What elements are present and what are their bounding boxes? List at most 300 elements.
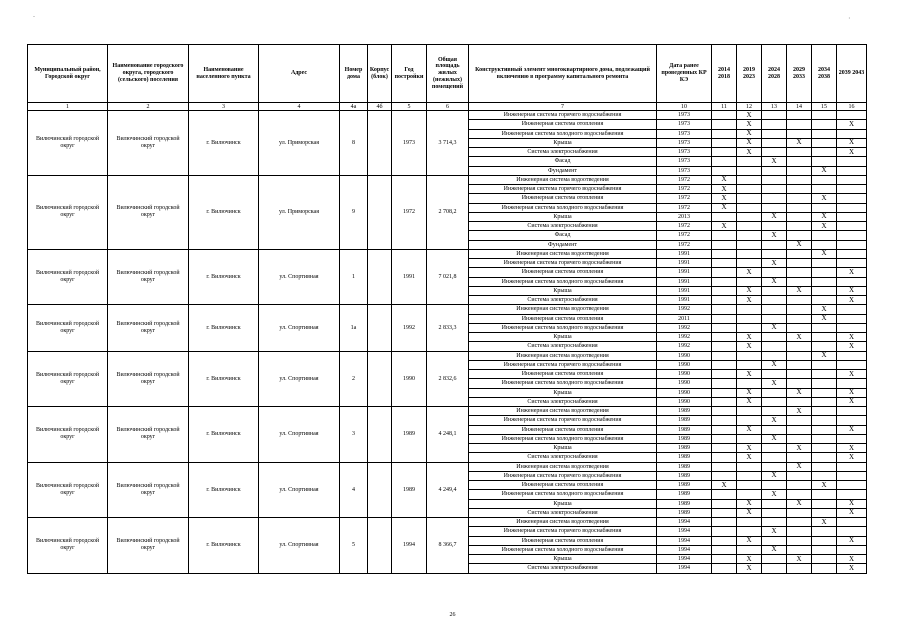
column-number: 5 (392, 103, 427, 111)
period-mark-cell (762, 462, 787, 471)
period-mark-cell (787, 296, 812, 305)
period-mark-cell (812, 333, 837, 342)
period-mark-cell (787, 120, 812, 129)
period-mark-cell (787, 351, 812, 360)
column-number: 14 (787, 103, 812, 111)
table-row (28, 462, 867, 471)
build-year-cell: 1991 (392, 249, 427, 305)
period-mark-cell (712, 508, 737, 517)
period-mark-cell (712, 453, 737, 462)
period-mark-cell: X (737, 453, 762, 462)
period-mark-cell (762, 370, 787, 379)
period-mark-cell (787, 508, 812, 517)
period-mark-cell (812, 545, 837, 554)
column-number: 16 (837, 103, 867, 111)
period-mark-cell (712, 286, 737, 295)
period-mark-cell (712, 305, 737, 314)
period-mark-cell (737, 416, 762, 425)
period-mark-cell (812, 120, 837, 129)
element-cell: Инженерная система холодного водоснабжения (469, 434, 657, 443)
period-mark-cell (787, 203, 812, 212)
period-mark-cell (737, 277, 762, 286)
period-mark-cell (837, 277, 867, 286)
column-number: 3 (189, 103, 259, 111)
period-mark-cell: X (837, 138, 867, 147)
house-number-cell: 8 (340, 111, 368, 176)
period-mark-cell: X (812, 518, 837, 527)
period-mark-cell (812, 129, 837, 138)
period-mark-cell: X (762, 545, 787, 554)
period-mark-cell (762, 564, 787, 573)
address-cell: ул. Спортивная (259, 462, 340, 518)
element-cell: Инженерная система холодного водоснабжения (469, 545, 657, 554)
period-mark-cell (737, 166, 762, 175)
period-mark-cell (837, 259, 867, 268)
period-mark-cell: X (762, 231, 787, 240)
period-mark-cell: X (787, 499, 812, 508)
period-mark-cell: X (737, 148, 762, 157)
period-mark-cell (787, 175, 812, 184)
period-mark-cell (787, 148, 812, 157)
period-mark-cell (762, 240, 787, 249)
locality-cell: г. Вилючинск (189, 407, 259, 463)
table-row (28, 175, 867, 184)
period-mark-cell (762, 453, 787, 462)
period-mark-cell (787, 360, 812, 369)
period-mark-cell (762, 249, 787, 258)
period-mark-cell (837, 434, 867, 443)
period-mark-cell (837, 203, 867, 212)
period-mark-cell (737, 518, 762, 527)
address-cell: ул. Спортивная (259, 351, 340, 407)
period-mark-cell: X (837, 268, 867, 277)
period-mark-cell: X (762, 416, 787, 425)
period-mark-cell (712, 212, 737, 221)
locality-cell: г. Вилючинск (189, 351, 259, 407)
period-mark-cell: X (837, 555, 867, 564)
period-mark-cell (762, 388, 787, 397)
period-mark-cell (812, 490, 837, 499)
table-row (28, 518, 867, 527)
period-mark-cell: X (837, 536, 867, 545)
period-mark-cell: X (712, 203, 737, 212)
period-mark-cell (712, 444, 737, 453)
element-cell: Фасад (469, 231, 657, 240)
header-row (28, 45, 867, 103)
period-mark-cell: X (837, 397, 867, 406)
locality-cell: г. Вилючинск (189, 249, 259, 305)
district-cell: Вилючинский городской округ (28, 462, 108, 518)
period-mark-cell: X (787, 240, 812, 249)
period-mark-cell (837, 249, 867, 258)
period-mark-cell (712, 434, 737, 443)
period-mark-cell: X (762, 490, 787, 499)
period-mark-cell: X (737, 499, 762, 508)
period-mark-cell: X (762, 434, 787, 443)
page-number: 26 (449, 612, 456, 618)
period-mark-cell (762, 305, 787, 314)
period-mark-cell (837, 379, 867, 388)
build-year-cell: 1973 (392, 111, 427, 176)
period-mark-cell (837, 323, 867, 332)
period-mark-cell (712, 360, 737, 369)
table-row (28, 249, 867, 258)
period-mark-cell: X (812, 194, 837, 203)
period-mark-cell (812, 407, 837, 416)
period-mark-cell: X (737, 111, 762, 120)
block-cell (368, 407, 392, 463)
period-mark-cell (787, 185, 812, 194)
period-mark-cell (812, 471, 837, 480)
period-mark-cell: X (737, 286, 762, 295)
period-mark-cell: X (837, 425, 867, 434)
prev-repair-date-cell: 1989 (657, 508, 712, 517)
period-mark-cell (737, 194, 762, 203)
prev-repair-date-cell: 1973 (657, 166, 712, 175)
locality-cell: г. Вилючинск (189, 462, 259, 518)
period-mark-cell (812, 175, 837, 184)
block-cell (368, 249, 392, 305)
column-number: 15 (812, 103, 837, 111)
period-mark-cell: X (812, 212, 837, 221)
district-cell: Вилючинский городской округ (28, 407, 108, 463)
period-mark-cell (712, 240, 737, 249)
period-mark-cell: X (837, 499, 867, 508)
col-header-period-2019: 2019 2023 (737, 45, 762, 103)
period-mark-cell (737, 222, 762, 231)
period-mark-cell (837, 471, 867, 480)
prev-repair-date-cell: 1992 (657, 333, 712, 342)
period-mark-cell: X (837, 296, 867, 305)
period-mark-cell (837, 407, 867, 416)
element-cell: Инженерная система горячего водоснабжения (469, 416, 657, 425)
period-mark-cell (812, 536, 837, 545)
column-number-row (28, 103, 867, 111)
period-mark-cell (737, 462, 762, 471)
col-header-district: Муниципальный район, Городской округ (28, 45, 108, 103)
col-header-address: Адрес (259, 45, 340, 103)
house-number-cell: 1 (340, 249, 368, 305)
period-mark-cell (737, 490, 762, 499)
prev-repair-date-cell: 1991 (657, 268, 712, 277)
element-cell: Инженерная система горячего водоснабжения (469, 360, 657, 369)
period-mark-cell (712, 314, 737, 323)
prev-repair-date-cell: 1989 (657, 499, 712, 508)
period-mark-cell (787, 481, 812, 490)
period-mark-cell: X (737, 536, 762, 545)
element-cell: Инженерная система водоотведения (469, 518, 657, 527)
period-mark-cell (812, 203, 837, 212)
period-mark-cell (812, 323, 837, 332)
scan-speck: . (33, 10, 35, 19)
period-mark-cell: X (737, 296, 762, 305)
address-cell: ул. Спортивная (259, 407, 340, 463)
block-cell (368, 351, 392, 407)
prev-repair-date-cell: 1989 (657, 407, 712, 416)
period-mark-cell (787, 259, 812, 268)
area-cell: 7 021,8 (427, 249, 469, 305)
build-year-cell: 1994 (392, 518, 427, 574)
prev-repair-date-cell: 1989 (657, 425, 712, 434)
element-cell: Инженерная система отопления (469, 370, 657, 379)
house-number-cell: 3 (340, 407, 368, 463)
period-mark-cell (787, 323, 812, 332)
period-mark-cell (812, 240, 837, 249)
district-cell: Вилючинский городской округ (28, 351, 108, 407)
period-mark-cell: X (837, 148, 867, 157)
prev-repair-date-cell: 1973 (657, 120, 712, 129)
period-mark-cell: X (837, 508, 867, 517)
period-mark-cell (712, 138, 737, 147)
period-mark-cell (762, 444, 787, 453)
prev-repair-date-cell: 1994 (657, 527, 712, 536)
element-cell: Крыша (469, 286, 657, 295)
period-mark-cell (787, 471, 812, 480)
element-cell: Инженерная система холодного водоснабжения (469, 277, 657, 286)
prev-repair-date-cell: 1994 (657, 536, 712, 545)
period-mark-cell (712, 416, 737, 425)
column-number: 12 (737, 103, 762, 111)
period-mark-cell (812, 388, 837, 397)
period-mark-cell (762, 333, 787, 342)
period-mark-cell (812, 286, 837, 295)
settlement-cell: Вилючинский городской округ (108, 249, 189, 305)
period-mark-cell: X (762, 277, 787, 286)
col-header-period-2034: 2034 2038 (812, 45, 837, 103)
period-mark-cell (762, 148, 787, 157)
period-mark-cell (837, 462, 867, 471)
column-number: 4а (340, 103, 368, 111)
period-mark-cell: X (812, 222, 837, 231)
period-mark-cell (812, 370, 837, 379)
period-mark-cell (812, 397, 837, 406)
period-mark-cell (712, 120, 737, 129)
district-cell: Вилючинский городской округ (28, 305, 108, 351)
prev-repair-date-cell: 1989 (657, 453, 712, 462)
table-row (28, 111, 867, 120)
element-cell: Система электроснабжения (469, 453, 657, 462)
district-cell: Вилючинский городской округ (28, 518, 108, 574)
element-cell: Система электроснабжения (469, 222, 657, 231)
period-mark-cell (837, 351, 867, 360)
period-mark-cell (787, 157, 812, 166)
period-mark-cell: X (737, 120, 762, 129)
period-mark-cell (712, 370, 737, 379)
scan-speck: · (848, 14, 851, 23)
house-number-cell: 2 (340, 351, 368, 407)
period-mark-cell (762, 536, 787, 545)
period-mark-cell (712, 249, 737, 258)
element-cell: Инженерная система водоотведения (469, 249, 657, 258)
period-mark-cell (812, 185, 837, 194)
period-mark-cell (737, 157, 762, 166)
element-cell: Крыша (469, 138, 657, 147)
block-cell (368, 305, 392, 351)
address-cell: ул. Спортивная (259, 249, 340, 305)
locality-cell: г. Вилючинск (189, 518, 259, 574)
block-cell (368, 462, 392, 518)
house-number-cell: 9 (340, 175, 368, 249)
element-cell: Крыша (469, 388, 657, 397)
element-cell: Инженерная система холодного водоснабжения (469, 379, 657, 388)
period-mark-cell: X (737, 555, 762, 564)
period-mark-cell: X (762, 212, 787, 221)
period-mark-cell: X (712, 194, 737, 203)
period-mark-cell (737, 231, 762, 240)
period-mark-cell (787, 111, 812, 120)
prev-repair-date-cell: 1973 (657, 129, 712, 138)
period-mark-cell: X (837, 453, 867, 462)
period-mark-cell (762, 351, 787, 360)
prev-repair-date-cell: 1973 (657, 138, 712, 147)
column-number: 11 (712, 103, 737, 111)
house-number-cell: 4 (340, 462, 368, 518)
period-mark-cell (737, 351, 762, 360)
address-cell: ул. Приморская (259, 111, 340, 176)
period-mark-cell (762, 175, 787, 184)
build-year-cell: 1989 (392, 462, 427, 518)
period-mark-cell (787, 545, 812, 554)
period-mark-cell (762, 407, 787, 416)
period-mark-cell (712, 425, 737, 434)
period-mark-cell (787, 129, 812, 138)
period-mark-cell (812, 508, 837, 517)
period-mark-cell (812, 111, 837, 120)
prev-repair-date-cell: 1989 (657, 416, 712, 425)
period-mark-cell (787, 527, 812, 536)
period-mark-cell (712, 268, 737, 277)
element-cell: Инженерная система горячего водоснабжения (469, 111, 657, 120)
period-mark-cell (737, 240, 762, 249)
element-cell: Крыша (469, 444, 657, 453)
period-mark-cell (812, 268, 837, 277)
period-mark-cell (712, 536, 737, 545)
table-row (28, 407, 867, 416)
element-cell: Инженерная система водоотведения (469, 351, 657, 360)
prev-repair-date-cell: 1994 (657, 555, 712, 564)
period-mark-cell: X (737, 564, 762, 573)
period-mark-cell (787, 490, 812, 499)
period-mark-cell (812, 555, 837, 564)
column-number: 10 (657, 103, 712, 111)
settlement-cell: Вилючинский городской округ (108, 111, 189, 176)
period-mark-cell (787, 536, 812, 545)
period-mark-cell (737, 212, 762, 221)
period-mark-cell: X (812, 481, 837, 490)
period-mark-cell: X (712, 175, 737, 184)
prev-repair-date-cell: 1989 (657, 490, 712, 499)
period-mark-cell (837, 240, 867, 249)
period-mark-cell: X (837, 286, 867, 295)
col-header-period-2014: 2014 2018 (712, 45, 737, 103)
settlement-cell: Вилючинский городской округ (108, 518, 189, 574)
prev-repair-date-cell: 1990 (657, 360, 712, 369)
period-mark-cell: X (787, 444, 812, 453)
period-mark-cell (737, 323, 762, 332)
period-mark-cell (737, 407, 762, 416)
period-mark-cell: X (812, 166, 837, 175)
prev-repair-date-cell: 2011 (657, 314, 712, 323)
col-header-block: Корпус (блок) (368, 45, 392, 103)
period-mark-cell (737, 259, 762, 268)
element-cell: Инженерная система отопления (469, 425, 657, 434)
element-cell: Инженерная система отопления (469, 268, 657, 277)
element-cell: Фундамент (469, 166, 657, 175)
element-cell: Система электроснабжения (469, 397, 657, 406)
period-mark-cell (712, 527, 737, 536)
period-mark-cell (712, 518, 737, 527)
period-mark-cell: X (837, 120, 867, 129)
period-mark-cell (787, 166, 812, 175)
period-mark-cell: X (837, 388, 867, 397)
period-mark-cell: X (712, 481, 737, 490)
period-mark-cell: X (737, 425, 762, 434)
settlement-cell: Вилючинский городской округ (108, 462, 189, 518)
period-mark-cell (762, 342, 787, 351)
element-cell: Инженерная система водоотведения (469, 407, 657, 416)
prev-repair-date-cell: 1989 (657, 462, 712, 471)
period-mark-cell (712, 490, 737, 499)
prev-repair-date-cell: 1994 (657, 564, 712, 573)
period-mark-cell (712, 471, 737, 480)
house-number-cell: 1а (340, 305, 368, 351)
period-mark-cell: X (737, 129, 762, 138)
period-mark-cell: X (737, 397, 762, 406)
element-cell: Система электроснабжения (469, 564, 657, 573)
period-mark-cell (837, 194, 867, 203)
element-cell: Система электроснабжения (469, 342, 657, 351)
element-cell: Инженерная система отопления (469, 120, 657, 129)
prev-repair-date-cell: 1994 (657, 545, 712, 554)
period-mark-cell (837, 157, 867, 166)
period-mark-cell (712, 462, 737, 471)
period-mark-cell (837, 416, 867, 425)
prev-repair-date-cell: 1972 (657, 185, 712, 194)
period-mark-cell (812, 527, 837, 536)
period-mark-cell: X (762, 360, 787, 369)
address-cell: ул. Спортивная (259, 305, 340, 351)
period-mark-cell (787, 268, 812, 277)
col-header-period-2039: 2039 2043 (837, 45, 867, 103)
period-mark-cell: X (737, 342, 762, 351)
prev-repair-date-cell: 1989 (657, 481, 712, 490)
period-mark-cell (812, 434, 837, 443)
element-cell: Инженерная система отопления (469, 194, 657, 203)
period-mark-cell (712, 166, 737, 175)
period-mark-cell (787, 453, 812, 462)
period-mark-cell (837, 175, 867, 184)
period-mark-cell (837, 545, 867, 554)
period-mark-cell (837, 111, 867, 120)
period-mark-cell (812, 138, 837, 147)
locality-cell: г. Вилючинск (189, 111, 259, 176)
period-mark-cell (787, 434, 812, 443)
area-cell: 2 833,3 (427, 305, 469, 351)
element-cell: Инженерная система холодного водоснабжения (469, 323, 657, 332)
period-mark-cell (787, 314, 812, 323)
period-mark-cell (787, 222, 812, 231)
period-mark-cell (812, 360, 837, 369)
period-mark-cell (837, 166, 867, 175)
period-mark-cell (812, 296, 837, 305)
period-mark-cell: X (737, 388, 762, 397)
col-header-house: Номер дома (340, 45, 368, 103)
period-mark-cell (762, 166, 787, 175)
period-mark-cell (787, 370, 812, 379)
column-number: 2 (108, 103, 189, 111)
period-mark-cell (837, 129, 867, 138)
district-cell: Вилючинский городской округ (28, 111, 108, 176)
